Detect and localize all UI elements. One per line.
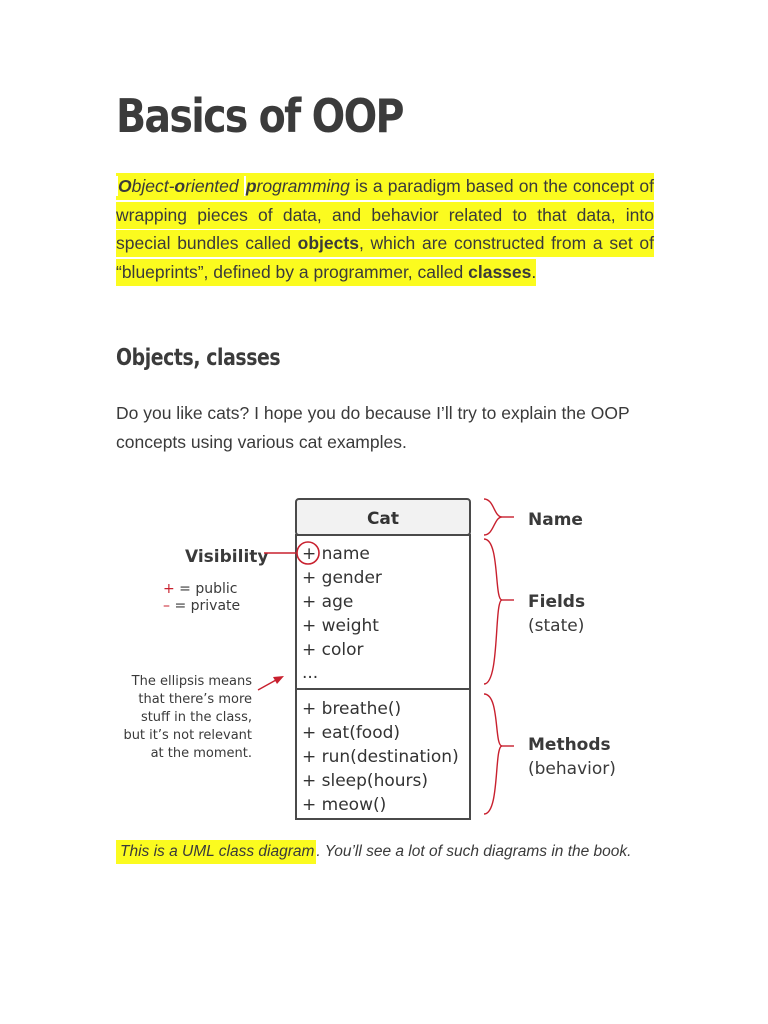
- initial-o: O: [118, 176, 132, 196]
- method-item: + sleep(hours): [302, 771, 428, 791]
- name-brace: [484, 499, 502, 535]
- ellipsis-note-line: at the moment.: [150, 746, 252, 761]
- fields-brace: [484, 539, 502, 684]
- method-item: + run(destination): [302, 747, 459, 767]
- private-symbol: –: [163, 598, 170, 614]
- term-classes: classes: [468, 261, 532, 282]
- visibility-public: [163, 581, 238, 597]
- field-item: + weight: [302, 616, 379, 636]
- intro-text-3: .: [531, 261, 537, 282]
- cats-paragraph: Do you like cats? I hope you do because I’ll try to explain the OOP concepts using various cat examples.: [116, 403, 630, 452]
- diagram-caption: [116, 840, 631, 864]
- intro-paragraph: [116, 172, 654, 286]
- field-item: + color: [302, 640, 364, 660]
- ellipsis-note-line: stuff in the class,: [140, 710, 252, 725]
- class-name: Cat: [366, 509, 400, 529]
- private-text: = private: [170, 598, 241, 614]
- term-programming: [244, 176, 350, 196]
- method-item: + breathe(): [302, 699, 402, 719]
- initial-o2: o: [174, 176, 186, 196]
- ellipsis-arrow-line: [258, 680, 276, 690]
- visibility-label: Visibility: [185, 547, 269, 567]
- name-label: Name: [528, 510, 583, 530]
- intro-text-2: , which are constructed from a set of “blueprints”, defined by a programmer, called: [116, 233, 654, 282]
- intro-text-1: is a paradigm based on the concept of wrapping pieces of data, and behavior related to that data, into special bundles called: [116, 176, 654, 254]
- ellipsis-note-line: but it’s not relevant: [123, 728, 252, 743]
- term-object-rest: bject-: [131, 176, 175, 196]
- method-item: + meow(): [302, 795, 387, 815]
- field-item: + age: [302, 592, 354, 612]
- term-object: [116, 176, 239, 196]
- field-ellipsis: ...: [302, 663, 319, 683]
- uml-class-diagram: [0, 480, 768, 830]
- initial-p: p: [245, 176, 257, 196]
- methods-label: Methods: [528, 735, 611, 755]
- visibility-private: [163, 598, 240, 614]
- ellipsis-note-line: The ellipsis means: [131, 674, 252, 689]
- fields-label: Fields: [528, 592, 586, 612]
- methods-brace: [484, 694, 502, 814]
- section-heading: Objects, classes: [116, 345, 281, 371]
- intro-highlight: [116, 173, 654, 286]
- term-oriented-rest: riented: [185, 176, 239, 196]
- public-text: = public: [174, 581, 238, 597]
- caption-rest: . You’ll see a lot of such diagrams in the book.: [316, 843, 632, 860]
- methods-sublabel: (behavior): [528, 759, 616, 779]
- field-item: + gender: [302, 568, 382, 588]
- ellipsis-note: [123, 674, 252, 761]
- term-objects: objects: [297, 233, 359, 254]
- ellipsis-note-line: that there’s more: [138, 692, 252, 707]
- page-title: Basics of OOP: [116, 89, 403, 143]
- method-item: + eat(food): [302, 723, 401, 743]
- field-item: + name: [302, 544, 370, 564]
- term-programming-rest: rogramming: [256, 176, 350, 196]
- public-symbol: +: [163, 581, 175, 597]
- fields-sublabel: (state): [528, 616, 585, 636]
- caption-highlight: This is a UML class diagram: [116, 840, 316, 864]
